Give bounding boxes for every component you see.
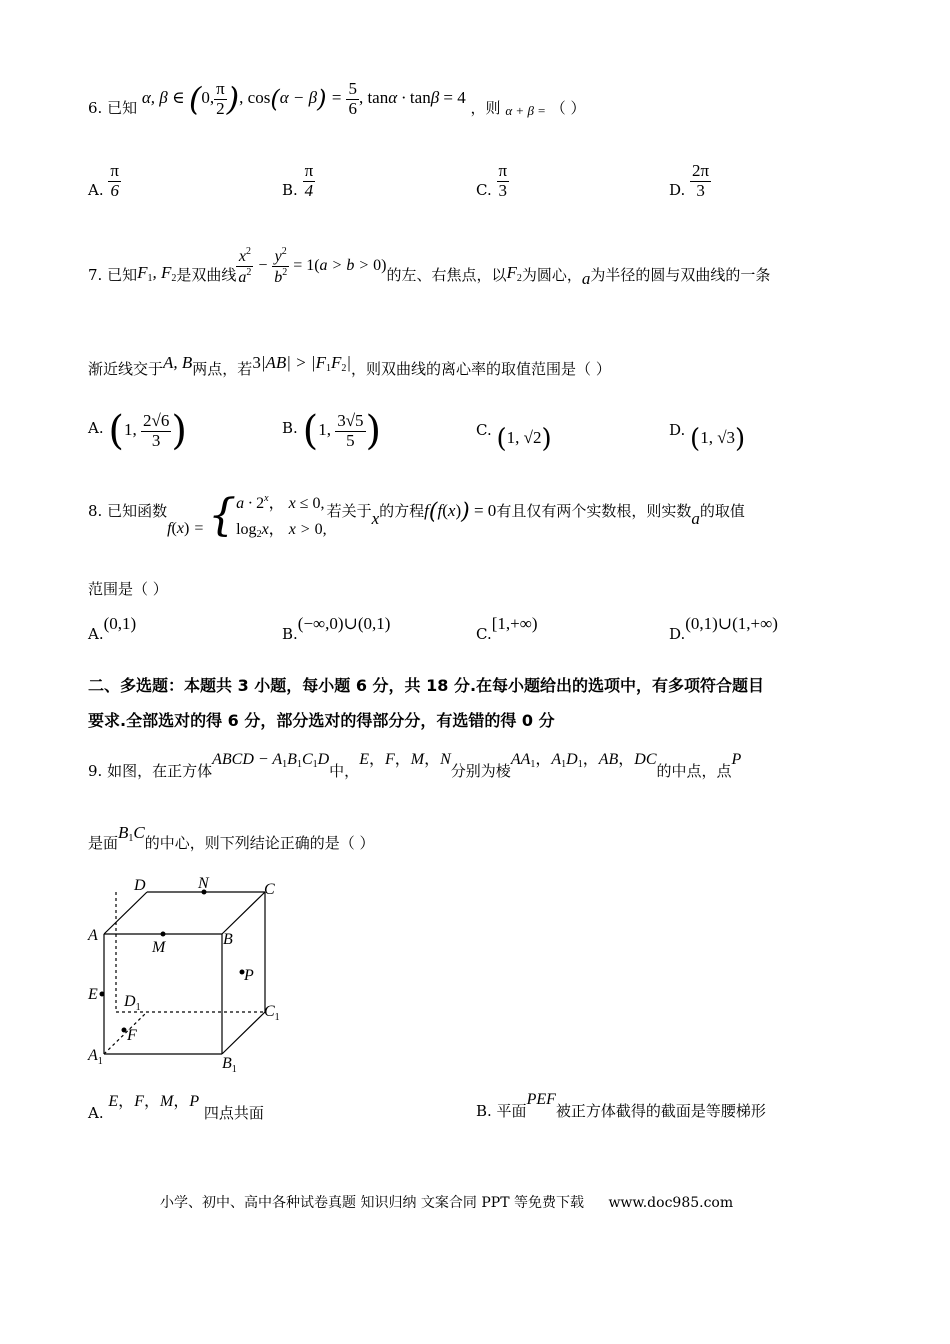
q8-option-d[interactable]: D.(0,1)∪(1,+∞) [669,614,778,643]
q6-formula: α, β ∈ (0, $\frac{\pi}{2}$ ), cos(α − β) = $\frac{5}{6}$ , tanα · tanβ = 4 [141,79,466,119]
cube-label-n: N [198,875,209,892]
q7-condition-formula: $3|AB| > |F_1F_2|$ [252,353,352,374]
cube-label-a1: $A_1$ [88,1047,103,1067]
footer-text: 小学、初中、高中各种试卷真题 知识归纳 文案合同 PPT 等免费下载 [160,1195,584,1211]
cube-label-e: E [88,986,98,1003]
cube-label-d1: $D_1$ [124,993,141,1013]
cube-label-f: F [127,1027,137,1044]
q7-hyperbola-formula: $\frac{x^2}{a^2}$ − $\frac{y^2}{b^2}$ = 1(a > b > 0) [238,246,387,286]
q9-stem-line1: 9. 如图，在正方体ABCD − $A_1B_1C_1D$中，E，F，M，N分别为棱$AA_1$，$A_1D_1$，AB，DC的中点，点P [88,751,742,780]
q8-option-b[interactable]: B.(−∞,0)∪(0,1) [282,614,391,643]
cube-label-p: P [244,967,254,984]
section2-heading-line2: 要求.全部选对的得 6 分，部分选对的得部分分，有选错的得 0 分 [88,711,555,730]
q8-option-a[interactable]: A.(0,1) [88,614,137,643]
cube-label-c: C [264,881,275,898]
q9-cube-name: ABCD − $A_1B_1C_1D$ [212,751,330,770]
footer-url[interactable]: www.doc985.com [608,1195,734,1211]
q7-option-a[interactable]: A. (1, $\frac{2√6}{3}$ ) [88,408,187,454]
q9-stem-line2: 是面$B_1C$的中心，则下列结论正确的是（ ） [88,823,375,852]
cube-label-a: A [88,927,98,944]
q9-option-a[interactable]: A. E，F，M，P 四点共面 [88,1093,264,1122]
q6-ask-bracket: （ ） [550,99,586,118]
cube-label-d: D [134,877,146,894]
q6-option-d[interactable]: D. $\frac{2\pi}{3}$ [669,161,710,200]
q7-stem-line2: 渐近线交于A, B两点，若$3|AB| > |F_1F_2|$，则双曲线的离心率的取值范围是（ ） [88,353,611,378]
q8-stem-line2: 范围是（ ） [88,580,168,598]
q6-stem [88,79,586,124]
q8-piecewise-function: $f(x) = \{a \cdot 2^x$， x ≤ 0, $\log_2x$， x > 0, [167,490,327,541]
q7-option-c[interactable]: C. (1, √2) [476,420,552,454]
q7-option-b[interactable]: B. (1, $\frac{3√5}{5}$ ) [282,408,382,454]
q7-foci: $F_1$, $F_2$ [137,262,177,284]
q7-stem-line1: 7. 已知$F_1$, $F_2$是双曲线 $\frac{x^2}{a^2}$ − $\frac{y^2}{b^2}$ = 1(a > b > 0)的左、右焦点，以$F_2$为圆心，a为半径的圆与双曲线的一条 [88,246,771,288]
cube-label-c1: $C_1$ [264,1003,280,1023]
section2-heading-line1: 二、多选题：本题共 3 小题，每小题 6 分，共 18 分.在每小题给出的选项中，有多项符合题目 [88,676,765,695]
q8-stem-line1: 8. 已知函数$f(x) = \{a \cdot 2^x$， x ≤ 0, $\log_2x$， x > 0,若关于x的方程f(f(x)) = 0有且仅有两个实数根，则实数a的取值 [88,486,745,548]
cube-figure [84,872,294,1072]
q6-ask-formula: α + β = [505,103,546,119]
q9-option-b[interactable]: B. 平面PEF被正方体截得的截面是等腰梯形 [476,1091,766,1120]
cube-label-b1: $B_1$ [222,1055,237,1072]
cube-label-m: M [152,939,166,956]
q6-cond-tail: ，则 [470,99,501,118]
q8-equation: f(f(x)) = 0 [424,500,497,525]
footer [160,1192,733,1212]
q6-option-a[interactable]: A. $\frac{\pi}{6}$ [88,161,119,200]
q7-option-d[interactable]: D. (1, √3) [669,420,746,454]
q6-number: 6. 已知 [88,99,138,118]
q6-option-c[interactable]: C. $\frac{\pi}{3}$ [476,161,508,200]
q6-option-b[interactable]: B. $\frac{\pi}{4}$ [282,161,314,200]
q8-option-c[interactable]: C.[1,+∞) [476,614,538,643]
cube-label-b: B [223,931,233,948]
